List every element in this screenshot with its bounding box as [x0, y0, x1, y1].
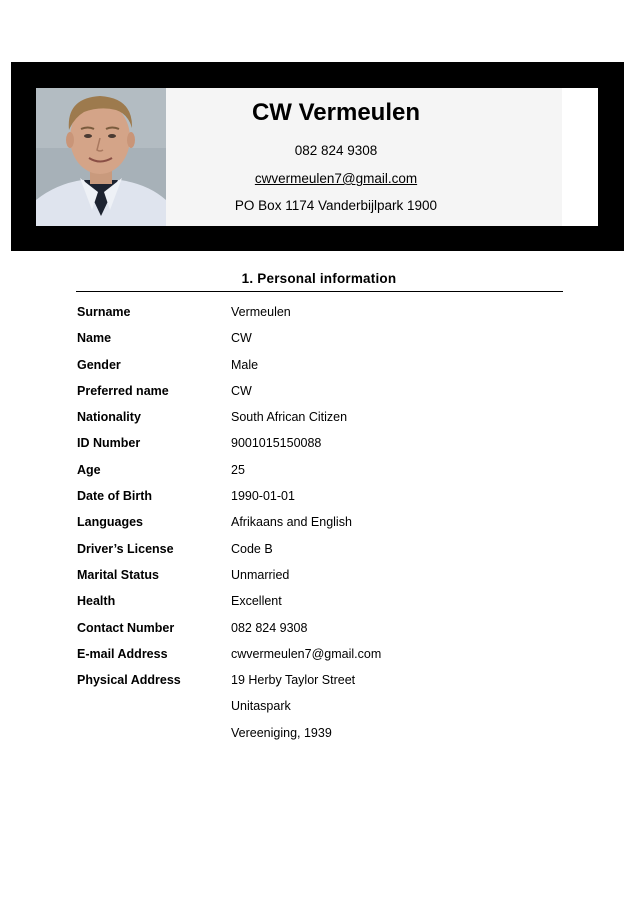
info-row-nationality: [77, 410, 557, 436]
info-value: 9001015150088: [231, 436, 322, 451]
info-label: ID Number: [77, 436, 141, 451]
info-value: Vereeniging, 1939: [231, 725, 332, 740]
info-label: Physical Address: [77, 673, 181, 688]
info-row-languages: [77, 515, 557, 541]
info-label: Marital Status: [77, 567, 159, 582]
info-label: Nationality: [77, 410, 141, 425]
info-value: 19 Herby Taylor Street: [231, 673, 356, 688]
info-label: Surname: [77, 305, 131, 319]
info-value: Male: [231, 357, 259, 372]
contact-email-link[interactable]: cwvermeulen7@gmail.com: [254, 171, 418, 186]
contact-phone: 082 824 9308: [294, 143, 378, 158]
section-title: 1. Personal information: [241, 271, 397, 286]
contact-postal-address: PO Box 1174 Vanderbijlpark 1900: [234, 198, 438, 213]
info-row-surname: [77, 305, 557, 331]
info-row-health: [77, 594, 557, 620]
info-row-preferred-name: [77, 384, 557, 410]
personal-info-list: [77, 305, 557, 752]
info-label: Age: [77, 462, 101, 477]
info-label: Name: [77, 331, 112, 346]
info-value: 1990-01-01: [231, 489, 295, 504]
info-value: 25: [231, 462, 245, 477]
info-label: Driver’s License: [77, 541, 174, 556]
info-label: Health: [77, 594, 116, 609]
info-value: Code B: [231, 541, 273, 556]
info-row-contact-number: [77, 621, 557, 647]
info-row-address-line-3: [77, 726, 557, 752]
info-label: Gender: [77, 357, 121, 372]
section-divider: [76, 291, 563, 292]
info-row-name: [77, 331, 557, 357]
info-value: Unitaspark: [231, 699, 291, 714]
info-value: Vermeulen: [231, 305, 291, 319]
info-row-email-address: [77, 647, 557, 673]
info-value: Unmarried: [231, 567, 290, 582]
info-label: E-mail Address: [77, 646, 168, 661]
info-value: cwvermeulen7@gmail.com: [231, 646, 382, 661]
info-value: 082 824 9308: [231, 620, 308, 635]
info-label: Contact Number: [77, 620, 175, 635]
info-row-age: [77, 463, 557, 489]
info-row-gender: [77, 358, 557, 384]
info-label: Preferred name: [77, 383, 169, 398]
info-value: Afrikaans and English: [231, 515, 352, 530]
info-value: CW: [231, 331, 252, 346]
info-row-id-number: [77, 436, 557, 462]
info-row-address-line-2: [77, 699, 557, 725]
info-value: CW: [231, 383, 252, 398]
contact-panel-edge: [562, 88, 598, 226]
info-row-drivers-license: [77, 542, 557, 568]
profile-photo: [36, 88, 166, 226]
info-row-date-of-birth: [77, 489, 557, 515]
info-row-marital-status: [77, 568, 557, 594]
info-value: Excellent: [231, 594, 282, 609]
info-label: Date of Birth: [77, 489, 152, 504]
info-value: South African Citizen: [231, 410, 348, 425]
info-row-physical-address: [77, 673, 557, 699]
info-label: Languages: [77, 515, 143, 530]
candidate-name: CW Vermeulen: [251, 99, 421, 126]
